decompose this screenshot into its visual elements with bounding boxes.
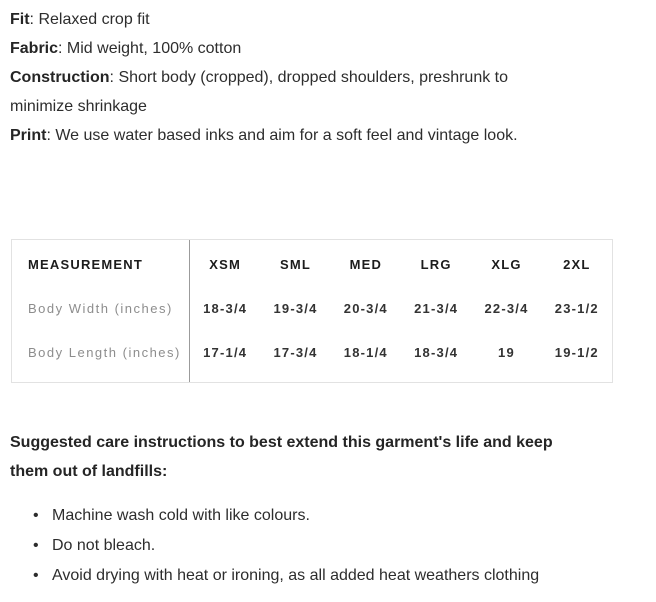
detail-text-fabric: Mid weight, 100% cotton — [66, 40, 242, 57]
detail-text-fit: Relaxed crop fit — [38, 11, 150, 28]
detail-label-print: Print — [10, 127, 47, 144]
detail-colon: : — [46, 127, 51, 144]
detail-label-fabric: Fabric — [10, 40, 59, 57]
care-instructions — [10, 428, 646, 590]
size-header-xsm: XSM — [209, 256, 242, 272]
body-width-lrg: 21-3/4 — [414, 300, 459, 316]
product-details — [10, 5, 646, 150]
size-chart-table — [11, 239, 613, 383]
detail-text-construction-line2: minimize shrinkage — [10, 98, 147, 115]
measurement-column-header: MEASUREMENT — [28, 256, 144, 272]
size-header-lrg: LRG — [420, 256, 452, 272]
body-width-2xl: 23-1/2 — [554, 300, 599, 316]
body-length-xlg: 19 — [498, 344, 515, 360]
detail-line-print — [10, 121, 646, 150]
care-instructions-list — [10, 501, 646, 590]
body-width-xsm: 18-3/4 — [203, 300, 248, 316]
body-length-lrg: 18-3/4 — [414, 344, 459, 360]
detail-line-fit — [10, 5, 646, 34]
row-label-body-width: Body Width (inches) — [28, 300, 173, 316]
size-header-sml: SML — [279, 256, 312, 272]
care-heading-line-2: them out of landfills: — [10, 463, 168, 480]
care-bullet-no-bleach: • Do not bleach. — [52, 531, 646, 560]
detail-text-print: We use water based inks and aim for a soft feel and vintage look. — [55, 127, 518, 144]
size-header-med: MED — [349, 256, 383, 272]
row-label-body-length: Body Length (inches) — [28, 344, 181, 360]
body-width-med: 20-3/4 — [343, 300, 388, 316]
care-heading-line-1: Suggested care instructions to best extend this garment's life and keep — [10, 434, 553, 451]
detail-line-construction — [10, 63, 646, 121]
size-header-xlg: XLG — [491, 256, 522, 272]
care-bullet-machine-wash: • Machine wash cold with like colours. — [52, 501, 646, 530]
body-length-med: 18-1/4 — [343, 344, 388, 360]
size-chart-label-column — [12, 240, 189, 382]
detail-label-fit: Fit — [10, 11, 30, 28]
body-length-2xl: 19-1/2 — [554, 344, 599, 360]
care-instructions-heading — [10, 428, 646, 486]
detail-line-fabric — [10, 34, 646, 63]
body-width-sml: 19-3/4 — [273, 300, 318, 316]
detail-text-construction: Short body (cropped), dropped shoulders, preshrunk to — [118, 69, 509, 86]
size-chart-data-grid — [189, 240, 612, 382]
body-length-sml: 17-3/4 — [273, 344, 318, 360]
detail-colon: : — [109, 69, 114, 86]
detail-label-construction: Construction — [10, 69, 110, 86]
detail-colon: : — [29, 11, 34, 28]
body-width-xlg: 22-3/4 — [484, 300, 529, 316]
body-length-xsm: 17-1/4 — [203, 344, 248, 360]
care-bullet-avoid-heat: • Avoid drying with heat or ironing, as all added heat weathers clothing — [52, 561, 646, 590]
size-header-2xl: 2XL — [563, 256, 591, 272]
detail-colon: : — [58, 40, 63, 57]
